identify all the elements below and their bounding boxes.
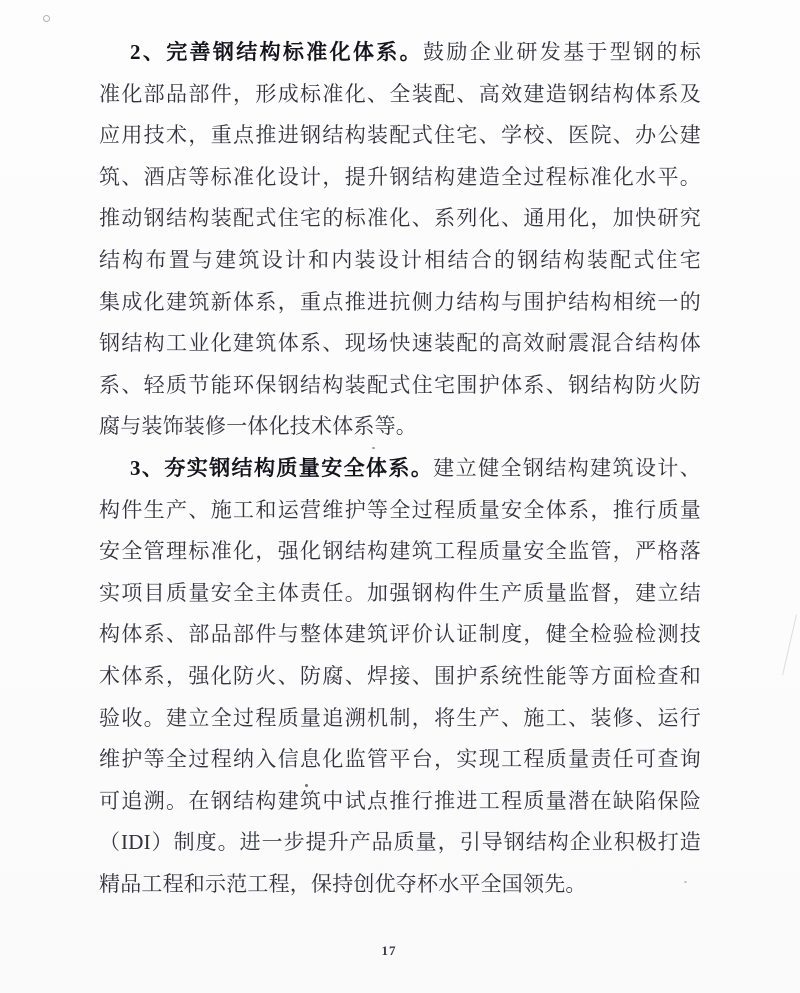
scan-speck xyxy=(305,784,308,787)
text-line-9: 系、轻质节能环保钢结构装配式住宅围护体系、钢结构防火防 xyxy=(99,372,701,397)
text-line-8: 钢结构工业化建筑体系、现场快速装配的高效耐震混合结构体 xyxy=(99,331,701,356)
text-line-5: 推动钢结构装配式住宅的标准化、系列化、通用化，加快研究 xyxy=(99,206,701,231)
document-body xyxy=(99,32,701,905)
text-line-14: 实项目质量安全主体责任。加强钢构件生产质量监督，建立结 xyxy=(99,580,701,605)
text-line-15: 构体系、部品部件与整体建筑评价认证制度，健全检验检测技 xyxy=(99,622,701,647)
scan-speck xyxy=(43,15,50,22)
text-line-12: 构件生产、施工和运营维护等全过程质量安全体系，推行质量 xyxy=(99,497,701,522)
text-line-20: （IDI）制度。进一步提升产品质量，引导钢结构企业积极打造 xyxy=(99,830,701,855)
section-3-heading: 3、夯实钢结构质量安全体系。 xyxy=(130,455,434,480)
scan-speck xyxy=(372,447,375,449)
scan-speck xyxy=(684,881,687,883)
text-line-4: 筑、酒店等标准化设计，提升钢结构建造全过程标准化水平。 xyxy=(99,164,701,189)
text-line-7: 集成化建筑新体系，重点推进抗侧力结构与围护结构相统一的 xyxy=(99,289,701,314)
text-line-11 xyxy=(99,448,701,490)
text-line-1 xyxy=(99,32,701,74)
text-line-18: 维护等全过程纳入信息化监管平台，实现工程质量责任可查询 xyxy=(99,747,701,772)
text-line-11-body: 建立健全钢结构建筑设计、 xyxy=(433,455,701,480)
text-line-2: 准化部品部件，形成标准化、全装配、高效建造钢结构体系及 xyxy=(99,81,701,106)
text-line-16: 术体系，强化防火、防腐、焊接、围护系统性能等方面检查和 xyxy=(99,663,701,688)
text-line-3: 应用技术，重点推进钢结构装配式住宅、学校、医院、办公建 xyxy=(99,123,701,148)
text-line-17: 验收。建立全过程质量追溯机制，将生产、施工、装修、运行 xyxy=(99,705,701,730)
text-line-6: 结构布置与建筑设计和内装设计相结合的钢结构装配式住宅 xyxy=(99,247,701,272)
page-number: 17 xyxy=(381,943,397,958)
text-line-10: 腐与装饰装修一体化技术体系等。 xyxy=(99,414,417,439)
text-line-21: 精品工程和示范工程，保持创优夺杯水平全国领先。 xyxy=(99,871,587,896)
text-line-13: 安全管理标准化，强化钢结构建筑工程质量安全监管，严格落 xyxy=(99,539,701,564)
text-line-1-body: 鼓励企业研发基于型钢的标 xyxy=(423,40,701,64)
section-2-heading: 2、完善钢结构标准化体系。 xyxy=(130,40,423,64)
scan-scratch-artifact xyxy=(782,615,797,676)
text-line-19: 可追溯。在钢结构建筑中试点推行推进工程质量潜在缺陷保险 xyxy=(99,788,701,813)
